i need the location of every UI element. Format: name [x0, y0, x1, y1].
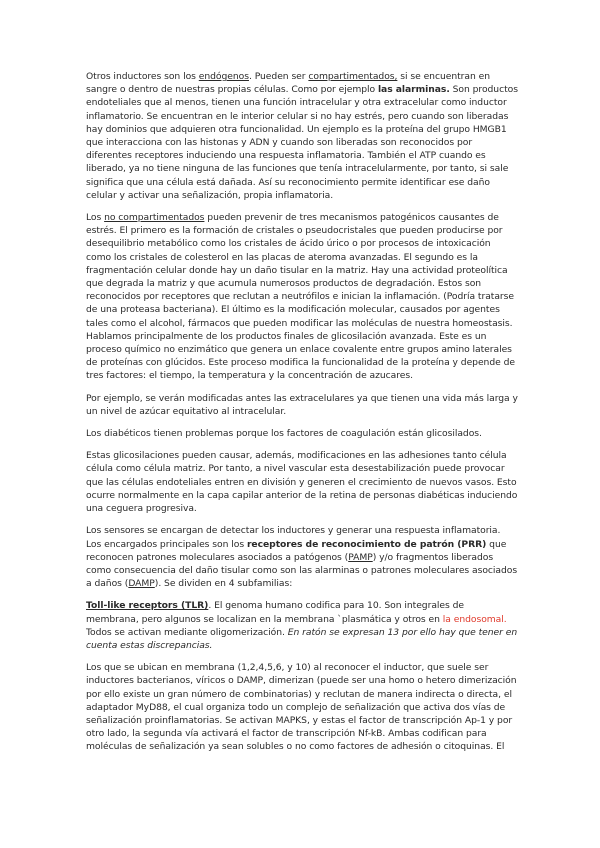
text-run: Otros inductores son los — [86, 71, 199, 82]
text-run: . El genoma humano codifica para 10. Son integrales de membrana, pero algunos se localizan en la membrana `plasmática y otros en — [86, 600, 464, 625]
term-compartimentados: compartimentados, — [308, 71, 398, 82]
paragraph-tlr — [86, 599, 518, 652]
term-pamp: PAMP — [348, 551, 373, 563]
text-run: Todos se activan mediante oligomerización. — [86, 626, 288, 638]
text-run: que reconocen patrones moleculares asociados a patógenos ( — [86, 538, 507, 563]
text-run: pueden prevenir de tres mecanismos patogénicos causantes de estrés. El primero es la formación de cristales o pseudocristales que pueden producirse por desequilibrio metabólico como los cristales de ácido úrico o por procesos de intoxicación como los cristales de colesterol en las placas de ateroma avanzadas. El segundo es la fragmentación celular donde hay un daño tisular en la matriz. Hay una actividad proteolítica que degrada la matriz y que acumula numerosos productos de degradación. Estos son reconocidos por receptores que reclutan a neutrófilos e inician la inflamación. (Podría tratarse de una proteasa bacteriana). El último es la modificación molecular, causados por agentes tales como el alcohol, fármacos que pueden modificar las moléculas de nuestra homeostasis. Hablamos principalmente de los productos finales de glicosilación avanzada. Este es un proceso químico no enzimático que genera un enlace covalente entre grupos amino laterales de proteínas con glúcidos. Este proceso modifica la funcionalidad de la proteína y depende de tres factores: el tiempo, la temperatura y la concentración de azucares. — [86, 212, 515, 382]
paragraph-endogenous-inducers — [86, 70, 518, 202]
text-run: si se encuentran en sangre o dentro de nuestras propias células. Como por ejemplo — [86, 71, 490, 96]
term-endogenos: endógenos — [198, 71, 249, 82]
paragraph-membrane-tlr: Los que se ubican en membrana (1,2,4,5,6, y 10) al reconocer el inductor, que suele ser inductores bacterianos, víricos o DAMP, dimerizan (puede ser una homo o hetero dimerización por ello existe un gran número de combinatorias) y reclutan de manera indirecta o directa, el adaptador MyD88, el cual organiza todo un complejo de señalización que activa dos vías de señalización proinflamatorias. Se activan MAPKS, y estas el factor de transcripción Ap-1 y por otro lado, la segunda vía activará el factor de transcripción Nf-kB. Ambas codifican para moléculas de señalización ya sean solubles o no como factores de adhesión o citoquinas. El — [86, 662, 517, 753]
document-page — [86, 70, 518, 763]
highlight-endosomal: la endosomal. — [442, 613, 507, 625]
term-alarminas: las alarminas. — [377, 84, 450, 96]
term-tlr: Toll-like receptors (TLR) — [86, 600, 209, 612]
paragraph-glycosylation: Estas glicosilaciones pueden causar, además, modificaciones en las adhesiones tanto célula célula como célula matriz. Por tanto, a nivel vascular esta desestabilización puede provocar que las células endoteliales entren en división y generen el crecimiento de nuevos vasos. Esto ocurre normalmente en la capa capilar anterior de la retina de personas diabéticas induciendo una ceguera progresiva. — [86, 450, 518, 515]
term-no-compartimentados: no compartimentados — [104, 212, 205, 224]
term-prr: receptores de reconocimiento de patrón (PRR) — [246, 538, 487, 550]
text-run: Son productos endoteliales que al menos, tienen una función intracelular y otra extracelular como inductor inflamatorio. Se encuentran en le interior celular si no hay estrés, pero cuando son liberadas hay dominios que adquieren otra funcionalidad. Un ejemplo es la proteína del grupo HMGB1 que interacciona con las histonas y ADN y cuando son liberadas son reconocidos por diferentes receptores induciendo una respuesta inflamatoria. También el ATP cuando es liberado, ya no tiene ninguna de las funciones que tenía intracelularmente, por tanto, si sale significa que una célula está dañada. Así su reconocimiento permite identificar ese daño celular y activar una señalización, propia inflamatoria. — [86, 84, 518, 201]
text-run: ) y/o fragmentos liberados como consecuencia del daño tisular como son las alarminas o patrones moleculares asociados a daños ( — [86, 551, 518, 590]
note-mouse-discrepancy: En ratón se expresan 13 por ello hay que tener en cuenta estas discrepancias. — [86, 626, 518, 651]
paragraph-sensors — [86, 524, 518, 590]
text-run: Los sensores se encargan de detectar los inductores y generar una respuesta inflamatoria. Los encargados principales son los — [86, 525, 501, 550]
term-damp: DAMP — [128, 578, 155, 590]
paragraph-example: Por ejemplo, se verán modificadas antes las extracelulares ya que tienen una vida más larga y un nivel de azúcar equitativo al intracelular. — [86, 392, 518, 417]
text-run: Los — [86, 212, 105, 224]
text-run: . Pueden ser — [248, 71, 309, 82]
text-run: ). Se dividen en 4 subfamilias: — [154, 578, 293, 590]
paragraph-non-compartmentalized — [86, 211, 518, 383]
paragraph-diabetics: Los diabéticos tienen problemas porque los factores de coagulación están glicosilados. — [86, 428, 482, 440]
